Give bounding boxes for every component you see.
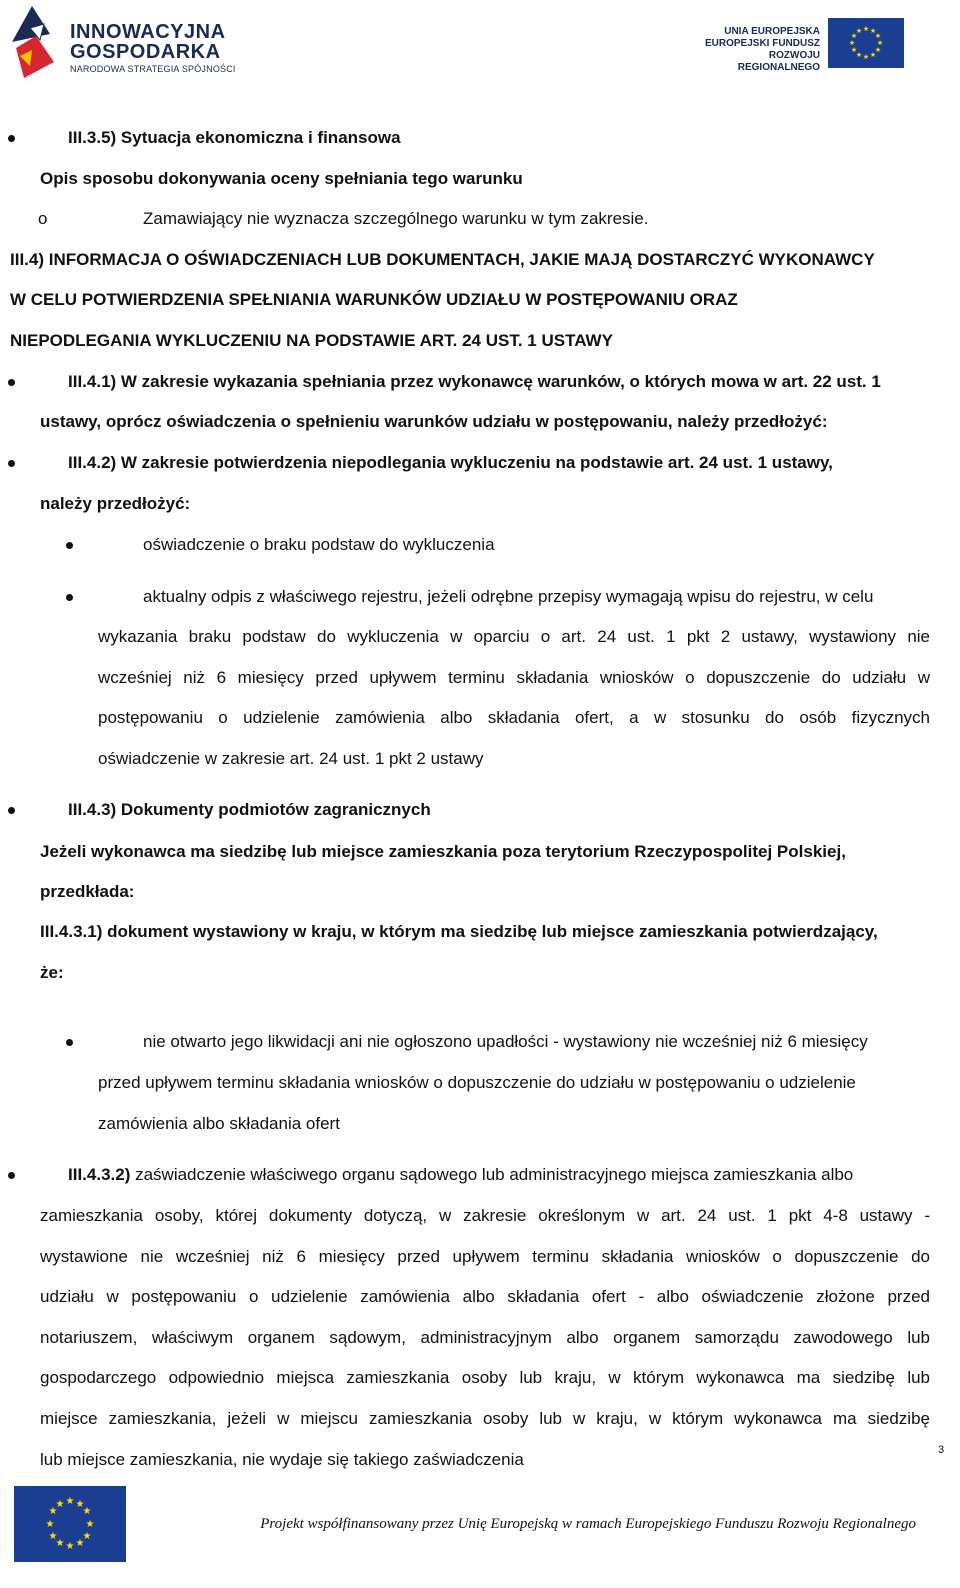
list-item-cont: przed upływem terminu składania wniosków o dopuszczenie do udziału w postępowaniu o udzielenie <box>98 1073 856 1092</box>
logo-right-line3: ROZWOJU REGIONALNEGO <box>737 50 820 73</box>
section-heading-iii-4: III.4) INFORMACJA O OŚWIADCZENIACH LUB DOKUMENTACH, JAKIE MAJĄ DOSTARCZYĆ WYKONAWCY <box>10 250 875 269</box>
section-heading-iii-4-2-cont: należy przedłożyć: <box>40 494 191 513</box>
bullet <box>8 807 15 814</box>
svg-text:★: ★ <box>855 51 863 59</box>
list-item: nie otwarto jego likwidacji ani nie ogłoszono upadłości - wystawiony nie wcześniej niż 6 miesięcy <box>143 1032 868 1051</box>
svg-text:★: ★ <box>862 53 870 61</box>
list-marker-o: o <box>38 209 48 228</box>
svg-text:★: ★ <box>874 32 882 40</box>
eu-flag-header-icon <box>828 18 904 68</box>
paragraph-line: zamieszkania osoby, której dokumenty dotyczą, w zakresie określonym w art. 24 ust. 1 pkt 4-8 ustawy - <box>40 1206 930 1225</box>
section-heading-iii-3-5: III.3.5) Sytuacja ekonomiczna i finansowa <box>68 128 401 147</box>
svg-text:★: ★ <box>862 25 870 33</box>
bullet <box>8 1172 15 1179</box>
list-item-cont: wcześniej niż 6 miesięcy przed upływem terminu składania wniosków o dopuszczenie do udziału w <box>98 668 930 687</box>
bullet <box>8 460 15 467</box>
list-item: oświadczenie o braku podstaw do wykluczenia <box>143 535 495 554</box>
paragraph-line: gospodarczego odpowiednio miejsca zamieszkania osoby lub kraju, w którym wykonawca ma siedzibę lub <box>40 1368 930 1387</box>
svg-text:★: ★ <box>848 39 856 47</box>
section-heading-iii-4-2: III.4.2) W zakresie potwierdzenia niepodlegania wykluczeniu na podstawie art. 24 ust. 1 ustawy, <box>68 453 833 472</box>
svg-text:★: ★ <box>65 1496 75 1507</box>
paragraph-line: udziału w postępowaniu o udzielenie zamówienia albo składania ofert - albo oświadczenie złożone przed <box>40 1287 930 1306</box>
svg-text:★: ★ <box>85 1519 95 1530</box>
paragraph-line <box>68 1165 853 1185</box>
logo-right-line1: UNIA EUROPEJSKA <box>724 26 820 37</box>
paragraph-bold: przedkłada: <box>40 882 135 901</box>
paragraph-text: zaświadczenie właściwego organu sądowego lub administracyjnego miejsca zamieszkania albo <box>130 1165 854 1184</box>
svg-text:★: ★ <box>55 1538 65 1549</box>
svg-text:★: ★ <box>82 1506 92 1517</box>
list-item-cont: zamówienia albo składania ofert <box>98 1114 340 1133</box>
svg-text:★: ★ <box>48 1531 58 1542</box>
svg-text:★: ★ <box>874 46 882 54</box>
paragraph-line: miejsce zamieszkania, jeżeli w miejscu zamieszkania osoby lub w kraju, w którym wykonawca ma siedzibę <box>40 1409 930 1428</box>
section-heading-iii-4-cont: NIEPODLEGANIA WYKLUCZENIU NA PODSTAWIE ART. 24 UST. 1 USTAWY <box>10 331 613 350</box>
section-heading-iii-4-1: III.4.1) W zakresie wykazania spełniania przez wykonawcę warunków, o których mowa w art. 22 ust. 1 <box>68 372 881 391</box>
section-heading-iii-4-1-cont: ustawy, oprócz oświadczenia o spełnieniu warunków udziału w postępowaniu, należy przedłożyć: <box>40 412 828 431</box>
innowacyjna-gospodarka-logo-icon <box>10 4 56 80</box>
svg-text:★: ★ <box>48 1506 58 1517</box>
paragraph-line: lub miejsce zamieszkania, nie wydaje się takiego zaświadczenia <box>40 1450 524 1469</box>
section-heading-iii-4-3-1: III.4.3.1) dokument wystawiony w kraju, w którym ma siedzibę lub miejsce zamieszkania potwierdzający, <box>40 922 878 941</box>
logo-left-line2: GOSPODARKA <box>70 41 221 63</box>
logo-left-line3: NARODOWA STRATEGIA SPÓJNOŚCI <box>70 64 236 74</box>
bullet <box>66 594 73 601</box>
svg-text:★: ★ <box>75 1538 85 1549</box>
footer-cofinancing-note: Projekt współfinansowany przez Unię Europejską w ramach Europejskiego Funduszu Rozwoju Regionalnego <box>260 1516 916 1532</box>
logo-right-line2: EUROPEJSKI FUNDUSZ <box>704 38 820 49</box>
svg-text:★: ★ <box>876 39 884 47</box>
svg-text:★: ★ <box>855 27 863 35</box>
eu-flag-footer-icon <box>14 1486 126 1562</box>
svg-text:★: ★ <box>869 51 877 59</box>
logo-left-line1: INNOWACYJNA <box>70 21 226 43</box>
list-item: aktualny odpis z właściwego rejestru, jeżeli odrębne przepisy wymagają wpisu do rejestru, w celu <box>143 587 874 606</box>
svg-text:★: ★ <box>850 32 858 40</box>
bullet <box>66 1039 73 1046</box>
list-item-cont: postępowaniu o udzielenie zamówienia albo składania ofert, a w stosunku do osób fizycznych <box>98 708 930 727</box>
list-item-cont: oświadczenie w zakresie art. 24 ust. 1 pkt 2 ustawy <box>98 749 484 768</box>
bullet <box>8 135 15 142</box>
section-heading-iii-4-cont: W CELU POTWIERDZENIA SPEŁNIANIA WARUNKÓW UDZIAŁU W POSTĘPOWANIU ORAZ <box>10 290 738 309</box>
section-heading-iii-4-3: III.4.3) Dokumenty podmiotów zagranicznych <box>68 800 431 819</box>
svg-text:★: ★ <box>65 1541 75 1552</box>
bullet <box>8 379 15 386</box>
svg-text:★: ★ <box>850 46 858 54</box>
list-item-cont: wykazania braku podstaw do wykluczenia w oparciu o art. 24 ust. 1 pkt 2 ustawy, wystawiony nie <box>98 627 930 646</box>
paragraph-bold: Jeżeli wykonawca ma siedzibę lub miejsce zamieszkania poza terytorium Rzeczypospolitej Polskiej, <box>40 842 846 861</box>
paragraph-line: wystawione nie wcześniej niż 6 miesięcy przed upływem terminu składania wniosków o dopuszczenie do <box>40 1247 930 1266</box>
svg-text:★: ★ <box>75 1499 85 1510</box>
section-label-iii-4-3-2: III.4.3.2) <box>68 1165 131 1184</box>
page-number: 3 <box>938 1444 945 1456</box>
svg-text:★: ★ <box>55 1499 65 1510</box>
svg-text:★: ★ <box>869 27 877 35</box>
subheading-assessment: Opis sposobu dokonywania oceny spełniania tego warunku <box>40 169 523 188</box>
paragraph-line: notariuszem, właściwym organem sądowym, administracyjnym albo organem samorządu zawodowego lub <box>40 1328 930 1347</box>
paragraph-line: Zamawiający nie wyznacza szczególnego warunku w tym zakresie. <box>143 209 649 228</box>
svg-text:★: ★ <box>82 1531 92 1542</box>
bullet <box>66 542 73 549</box>
svg-text:★: ★ <box>45 1519 55 1530</box>
section-heading-iii-4-3-1-cont: że: <box>40 963 64 982</box>
